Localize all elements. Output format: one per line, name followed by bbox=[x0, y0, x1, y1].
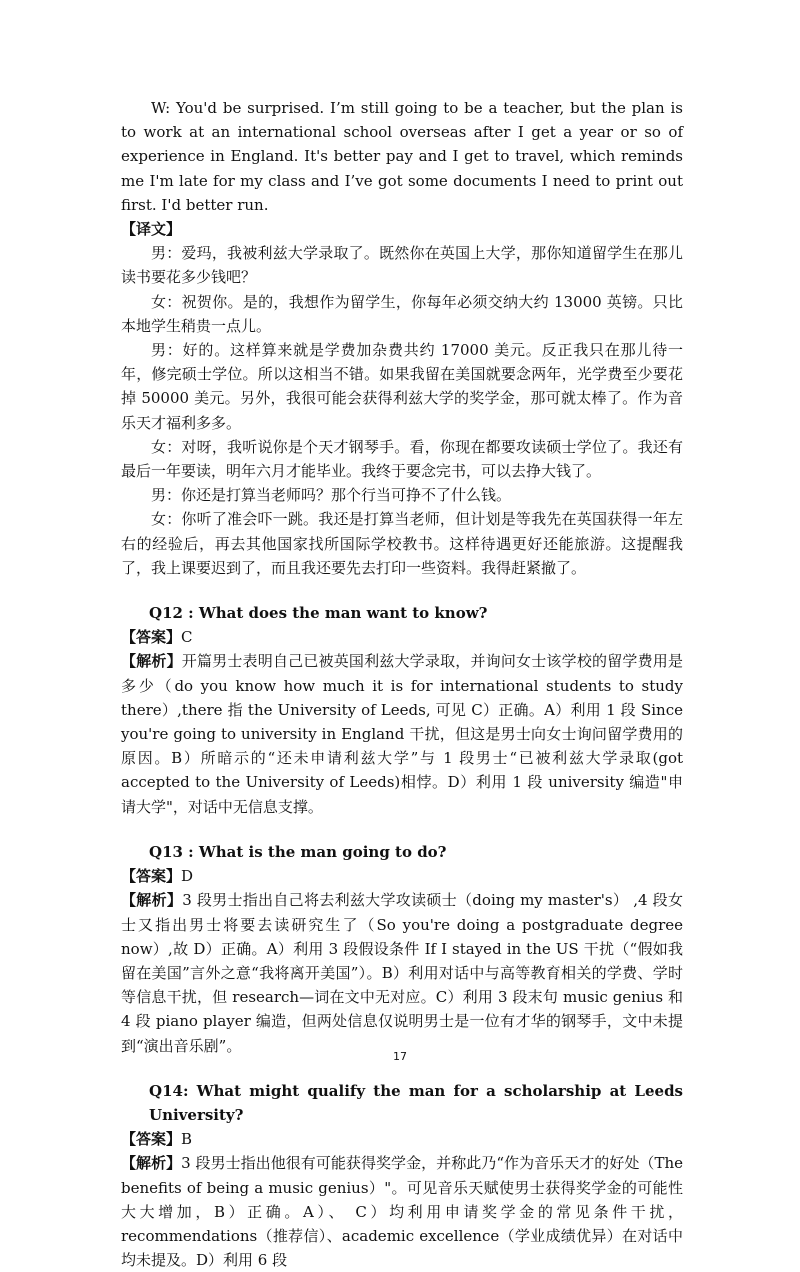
translation-heading: 【译文】 bbox=[121, 220, 182, 239]
translation-line: 女：祝贺你。是的，我想作为留学生，你每年必须交纳大约 13000 英镑。只比本地学生稍贵一点儿。 bbox=[121, 292, 683, 335]
answer-label: 【答案】 bbox=[121, 867, 182, 886]
page-content bbox=[121, 96, 683, 1272]
answer-label: 【答案】 bbox=[121, 1130, 182, 1149]
analysis-label: 【解析】 bbox=[121, 652, 182, 671]
analysis-text: 3 段男士指出自己将去利兹大学攻读硕士（doing my master's） ,4 段女士又指出男士将要去读研究生了（So you're doing a postgraduate degree now）,故 D）正确。A）利用 3 段假设条件 If I stayed in the US 干扰（“假如我留在美国”言外之意“我将离开美国”）。B）利用对话中与高等教育相关的学费、学时等信息干扰，但 research—词在文中无对应。C）利用 3 段末句 music genius 和 4 段 piano player 编造，但两处信息仅说明男士是一位有才华的钢琴手，文中未提到“演出音乐剧”。 bbox=[121, 891, 683, 1055]
analysis-text: 3 段男士指出他很有可能获得奖学金，并称此乃“作为音乐天才的好处（The benefits of being a music genius）"。可见音乐天赋使男士获得奖学金的可能性大大增加，B）正确。A）、 C）均利用申请奖学金的常见条件干扰，recommendations（推荐信）、academic excellence（学业成绩优异）在对话中均未提及。D）利用 6 段 bbox=[121, 1154, 683, 1270]
answer-value: C bbox=[181, 628, 193, 647]
answer-line bbox=[121, 625, 683, 649]
translation-line: 女：对呀，我听说你是个天才钢琴手。看，你现在都要攻读硕士学位了。我还有最后一年要读，明年六月才能毕业。我终于要念完书，可以去挣大钱了。 bbox=[121, 437, 683, 481]
analysis-paragraph bbox=[121, 649, 683, 818]
translation-line: 男：爱玛，我被利兹大学录取了。既然你在英国上大学，那你知道留学生在那儿读书要花多少钱吧？ bbox=[121, 244, 683, 287]
analysis-text: 开篇男士表明自己已被英国利兹大学录取，并询问女士该学校的留学费用是多少（do you know how much it is for international students to study there）,there 指 the University of Leeds, 可见 C）正确。A）利用 1 段 Since you're going to university in England 干扰，但这是男士向女士询问留学费用的原因。B）所暗示的“还未申请利兹大学”与 1 段男士“已被利兹大学录取(got accepted to the University of Leeds)相悖。D）利用 1 段 university 编造"申请大学"，对话中无信息支撑。 bbox=[121, 652, 683, 816]
question-title: Q14: What might qualify the man for a scholarship at Leeds University? bbox=[149, 1081, 683, 1124]
translation-line: 男：好的。这样算来就是学费加杂费共约 17000 美元。反正我只在那儿待一年，修完硕士学位。所以这相当不错。如果我留在美国就要念两年，光学费至少要花掉 50000 美元。另外，我很可能会获得利兹大学的奖学金，那可就太棒了。作为音乐天才福利多多。 bbox=[121, 341, 683, 432]
answer-value: B bbox=[181, 1130, 193, 1149]
analysis-label: 【解析】 bbox=[121, 1154, 182, 1173]
analysis-paragraph bbox=[121, 888, 683, 1057]
answer-value: D bbox=[181, 867, 194, 886]
dialogue-woman-line: W: You'd be surprised. I’m still going to be a teacher, but the plan is to work at an international school overseas after I get a year or so of experience in England. It's better pay and I get to travel, which reminds me I'm late for my class and I’ve got some documents I need to print out first. I'd better run. bbox=[121, 99, 683, 214]
analysis-paragraph bbox=[121, 1151, 683, 1272]
page-number: 17 bbox=[393, 1050, 407, 1063]
translation-line: 男：你还是打算当老师吗？那个行当可挣不了什么钱。 bbox=[151, 486, 512, 505]
question-title: Q13 : What is the man going to do? bbox=[149, 842, 447, 861]
translation-line: 女：你听了准会吓一跳。我还是打算当老师，但计划是等我先在英国获得一年左右的经验后，再去其他国家找所国际学校教书。这样待遇更好还能旅游。这提醒我了，我上课要迟到了，而且我还要先去打印一些资料。我得赶紧撤了。 bbox=[121, 510, 683, 577]
answer-line bbox=[121, 864, 683, 888]
question-title: Q12 : What does the man want to know? bbox=[149, 604, 488, 623]
analysis-label: 【解析】 bbox=[121, 891, 183, 910]
answer-line bbox=[121, 1127, 683, 1151]
answer-label: 【答案】 bbox=[121, 628, 182, 647]
